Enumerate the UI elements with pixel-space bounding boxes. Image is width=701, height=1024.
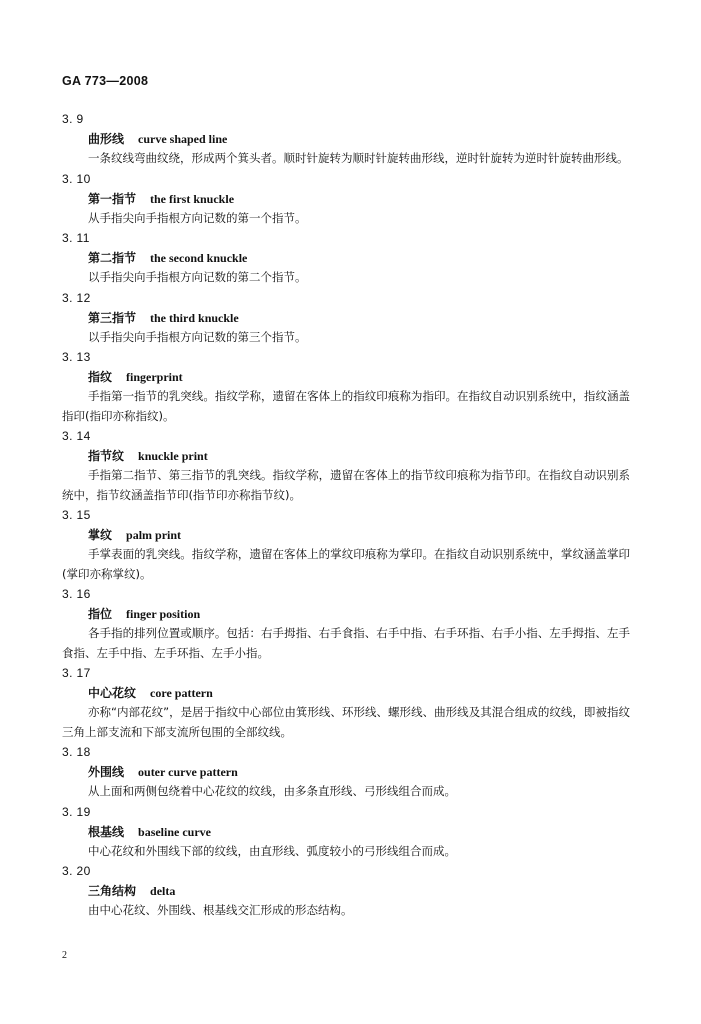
term-heading bbox=[62, 604, 630, 624]
term-heading bbox=[62, 525, 630, 545]
term-heading bbox=[62, 446, 630, 466]
clause-number: 3. 13 bbox=[62, 350, 91, 364]
term-chinese: 第二指节 bbox=[88, 251, 137, 265]
term-english: curve shaped line bbox=[138, 132, 228, 146]
term-entry-3-11 bbox=[62, 228, 630, 288]
term-chinese: 指节纹 bbox=[88, 449, 125, 463]
term-heading bbox=[62, 189, 630, 209]
standard-code-header: GA 773—2008 bbox=[62, 74, 149, 88]
term-english: palm print bbox=[126, 528, 182, 542]
term-heading bbox=[62, 129, 630, 149]
term-english: finger position bbox=[126, 607, 201, 621]
clause-number: 3. 18 bbox=[62, 745, 91, 759]
term-chinese: 外围线 bbox=[88, 765, 125, 779]
term-definition: 由中心花纹、外围线、根基线交汇形成的形态结构。 bbox=[88, 903, 353, 917]
term-entry-3-17 bbox=[62, 663, 630, 742]
term-definition: 从手指尖向手指根方向记数的第一个指节。 bbox=[88, 210, 307, 225]
term-heading bbox=[62, 822, 630, 842]
term-chinese: 指纹 bbox=[88, 370, 113, 384]
term-definition: 从上面和两侧包绕着中心花纹的纹线，由多条直形线、弓形线组合而成。 bbox=[88, 784, 456, 798]
clause-number: 3. 15 bbox=[62, 508, 91, 522]
term-english: delta bbox=[150, 884, 176, 898]
term-chinese: 指位 bbox=[88, 607, 113, 621]
page-number: 2 bbox=[62, 950, 67, 961]
term-definition: 手指第二指节、第三指节的乳突线。指纹学称，遗留在客体上的指节纹印痕称为指节印。在指纹自动识别系统中，指节纹涵盖指节印(指节印亦称指节纹)。 bbox=[62, 468, 630, 502]
term-definition: 手指第一指节的乳突线。指纹学称，遗留在客体上的指纹印痕称为指印。在指纹自动识别系统中，指纹涵盖指印(指印亦称指纹)。 bbox=[62, 389, 630, 423]
term-english: knuckle print bbox=[138, 449, 208, 463]
term-definition: 亦称“内部花纹”，是居于指纹中心部位由箕形线、环形线、螺形线、曲形线及其混合组成的纹线，即被指纹三角上部支流和下部支流所包围的全部纹线。 bbox=[62, 705, 630, 739]
clause-number: 3. 14 bbox=[62, 429, 91, 443]
terms-list bbox=[62, 109, 630, 921]
clause-number: 3. 9 bbox=[62, 112, 84, 126]
term-definition: 一条纹线弯曲纹绕，形成两个箕头者。顺时针旋转为顺时针旋转曲形线，逆时针旋转为逆时针旋转曲形线。 bbox=[88, 151, 629, 165]
term-entry-3-18 bbox=[62, 742, 630, 802]
term-entry-3-19 bbox=[62, 802, 630, 862]
term-chinese: 三角结构 bbox=[88, 884, 137, 898]
term-english: baseline curve bbox=[138, 824, 212, 839]
term-heading bbox=[62, 881, 630, 901]
term-entry-3-14 bbox=[62, 426, 630, 505]
clause-number: 3. 10 bbox=[62, 171, 91, 186]
term-entry-3-9 bbox=[62, 109, 630, 169]
term-entry-3-15 bbox=[62, 505, 630, 584]
term-entry-3-12 bbox=[62, 288, 630, 348]
term-heading bbox=[62, 683, 630, 703]
term-entry-3-20 bbox=[62, 861, 630, 921]
term-definition: 各手指的排列位置或顺序。包括：右手拇指、右手食指、右手中指、右手环指、右手小指、左手拇指、左手食指、左手中指、左手环指、左手小指。 bbox=[62, 626, 630, 660]
term-english: core pattern bbox=[150, 686, 213, 700]
clause-number: 3. 20 bbox=[62, 864, 91, 878]
term-english: fingerprint bbox=[126, 370, 183, 384]
term-heading bbox=[62, 367, 630, 387]
term-definition: 以手指尖向手指根方向记数的第二个指节。 bbox=[88, 270, 307, 284]
term-definition: 手掌表面的乳突线。指纹学称，遗留在客体上的掌纹印痕称为掌印。在指纹自动识别系统中，掌纹涵盖掌印(掌印亦称掌纹)。 bbox=[62, 547, 630, 581]
term-chinese: 曲形线 bbox=[88, 132, 125, 146]
term-chinese: 中心花纹 bbox=[88, 686, 137, 700]
clause-number: 3. 19 bbox=[62, 804, 91, 819]
term-entry-3-16 bbox=[62, 584, 630, 663]
term-english: the second knuckle bbox=[150, 251, 248, 265]
term-chinese: 第一指节 bbox=[88, 191, 137, 206]
term-heading bbox=[62, 762, 630, 782]
term-english: the third knuckle bbox=[150, 310, 239, 325]
term-definition: 以手指尖向手指根方向记数的第三个指节。 bbox=[88, 329, 307, 344]
term-chinese: 第三指节 bbox=[88, 310, 137, 325]
clause-number: 3. 17 bbox=[62, 666, 91, 680]
term-chinese: 掌纹 bbox=[88, 528, 113, 542]
clause-number: 3. 12 bbox=[62, 290, 91, 305]
term-chinese: 根基线 bbox=[88, 824, 125, 839]
clause-number: 3. 11 bbox=[62, 231, 90, 245]
term-heading bbox=[62, 248, 630, 268]
term-heading bbox=[62, 308, 630, 328]
term-english: the first knuckle bbox=[150, 191, 235, 206]
clause-number: 3. 16 bbox=[62, 587, 91, 601]
term-definition: 中心花纹和外围线下部的纹线，由直形线、弧度较小的弓形线组合而成。 bbox=[88, 843, 456, 858]
term-entry-3-13 bbox=[62, 347, 630, 426]
term-entry-3-10 bbox=[62, 169, 630, 229]
term-english: outer curve pattern bbox=[138, 765, 238, 779]
